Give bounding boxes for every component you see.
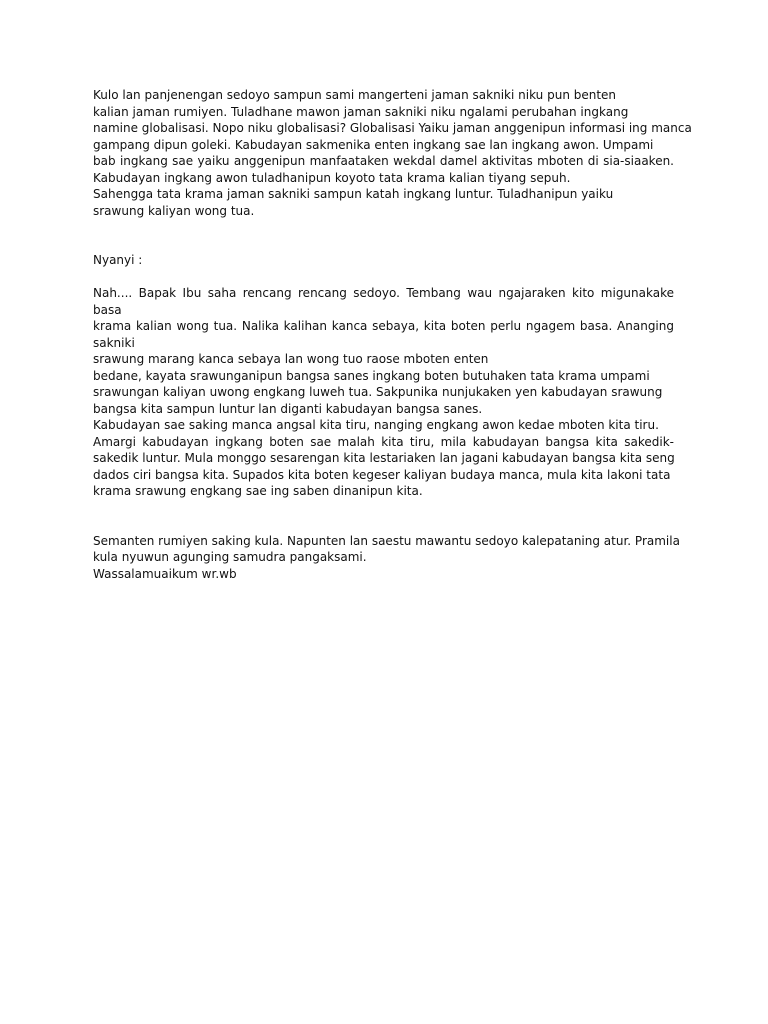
text-line: sakedik luntur. Mula monggo sesarengan kita lestariaken lan jagani kabudayan bangsa kita seng: [93, 451, 675, 465]
text-line: dados ciri bangsa kita. Supados kita boten kegeser kaliyan budaya manca, mula kita lakoni tata: [93, 467, 671, 482]
paragraph-body: [93, 285, 674, 500]
text-line: bedane, kayata srawunganipun bangsa sanes ingkang boten butuhaken tata krama umpami: [93, 368, 650, 383]
text-line: Nah.... Bapak Ibu saha rencang rencang sedoyo. Tembang wau ngajaraken kito migunakake basa: [93, 286, 674, 317]
text-line: Kabudayan sae saking manca angsal kita tiru, nanging engkang awon kedae mboten kita tiru.: [93, 418, 659, 432]
text-line: namine globalisasi. Nopo niku globalisasi? Globalisasi Yaiku jaman anggenipun informasi ing manca: [93, 121, 692, 135]
text-line: srawung kaliyan wong tua.: [93, 203, 255, 218]
text-line: gampang dipun goleki. Kabudayan sakmenika enten ingkang sae lan ingkang awon. Umpami: [93, 137, 654, 152]
text-line: kula nyuwun agunging samudra pangaksami.: [93, 550, 367, 564]
text-line: Kulo lan panjenengan sedoyo sampun sami mangerteni jaman sakniki niku pun benten: [93, 88, 617, 102]
text-line: srawung marang kanca sebaya lan wong tuo raose mboten enten: [93, 352, 489, 366]
text-line: Kabudayan ingkang awon tuladhanipun koyoto tata krama kalian tiyang sepuh.: [93, 170, 571, 185]
text-line: Wassalamuaikum wr.wb: [93, 566, 237, 581]
text-line: srawungan kaliyan uwong engkang luweh tua. Sakpunika nunjukaken yen kabudayan srawung: [93, 385, 663, 399]
nyanyi-heading: [93, 252, 674, 269]
text-line: Sahengga tata krama jaman sakniki sampun katah ingkang luntur. Tuladhanipun yaiku: [93, 187, 614, 201]
document-body: [93, 87, 692, 582]
paragraph-closing: [93, 533, 680, 583]
paragraph-intro: [93, 87, 692, 219]
text-line: krama srawung engkang sae ing saben dinanipun kita.: [93, 484, 423, 498]
text-line: Nyanyi :: [93, 253, 143, 267]
text-line: bangsa kita sampun luntur lan diganti kabudayan bangsa sanes.: [93, 401, 483, 416]
text-line: Amargi kabudayan ingkang boten sae malah kita tiru, mila kabudayan bangsa kita sakedik-: [93, 434, 674, 449]
text-line: krama kalian wong tua. Nalika kalihan kanca sebaya, kita boten perlu ngagem basa. Ananging sakniki: [93, 319, 674, 350]
text-line: bab ingkang sae yaiku anggenipun manfaataken wekdal damel aktivitas mboten di sia-siaaken.: [93, 154, 674, 168]
text-line: kalian jaman rumiyen. Tuladhane mawon jaman sakniki niku ngalami perubahan ingkang: [93, 104, 629, 119]
text-line: Semanten rumiyen saking kula. Napunten lan saestu mawantu sedoyo kalepataning atur. Pramila: [93, 533, 680, 548]
